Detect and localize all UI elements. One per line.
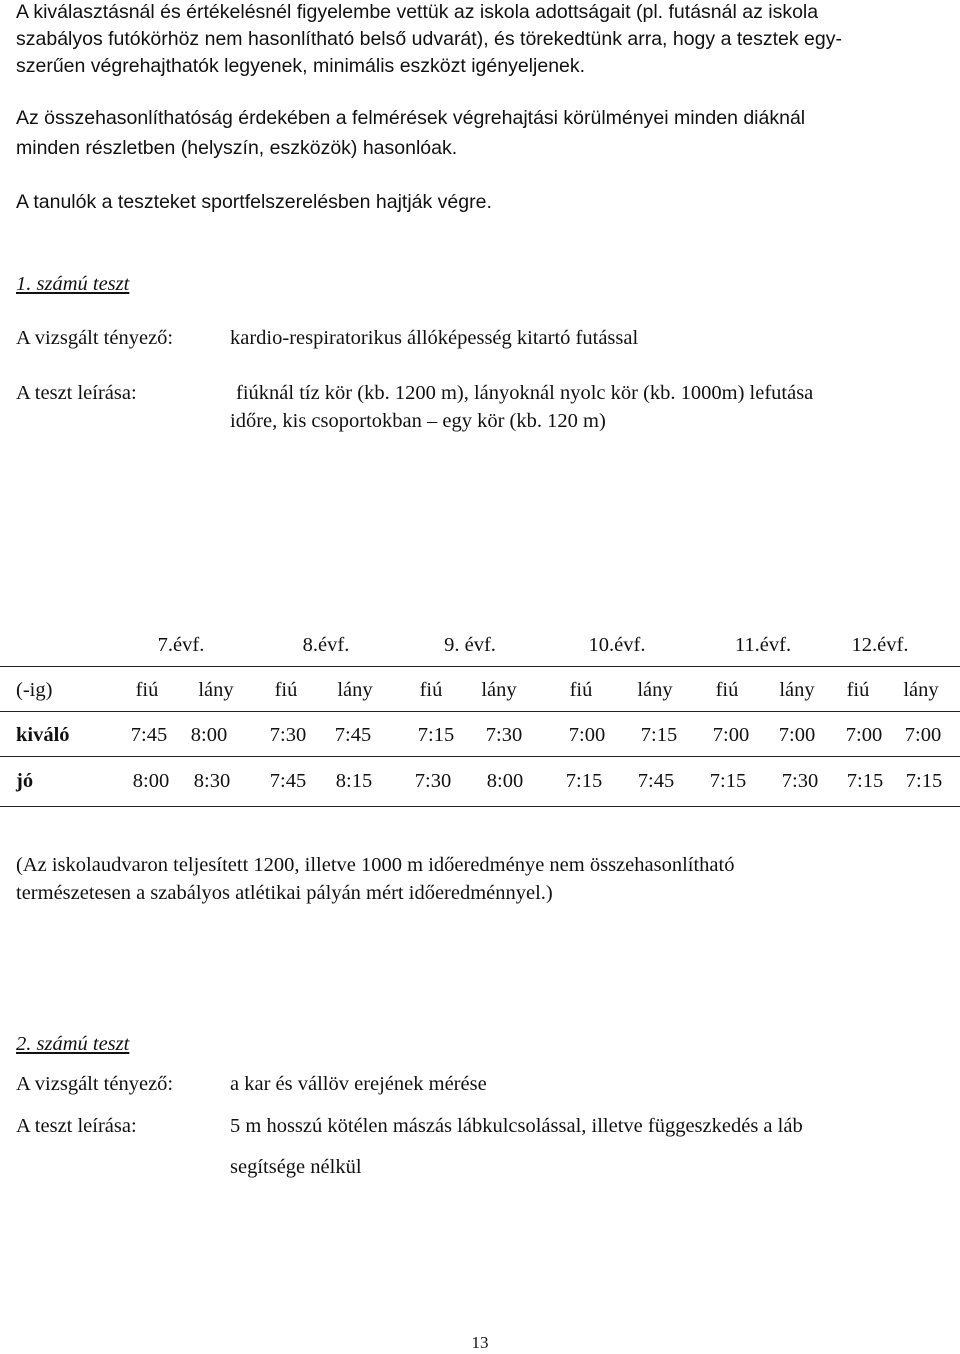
- table-cell: 7:15: [846, 770, 884, 792]
- table-cell: 8:00: [132, 770, 170, 792]
- subheader-cell: fiú: [569, 679, 593, 701]
- subheader-cell: lány: [637, 679, 673, 701]
- table-cell: 7:00: [845, 724, 883, 746]
- subheader-cell: fiú: [419, 679, 443, 701]
- subheader-cell: fiú: [846, 679, 870, 701]
- grade-header: 11.évf.: [734, 634, 792, 656]
- table-cell: 7:30: [781, 770, 819, 792]
- table-cell: 7:15: [417, 724, 455, 746]
- test2-heading: 2. számú teszt: [16, 1033, 130, 1055]
- test1-desc-label: A teszt leírása:: [16, 382, 137, 404]
- table-cell: 7:30: [414, 770, 452, 792]
- test2-factor-value: a kar és vállöv erejének mérése: [230, 1073, 487, 1095]
- note-line-1: (Az iskolaudvaron teljesített 1200, illetve 1000 m időeredménye nem összehasonlítható: [16, 854, 735, 876]
- table-cell: 7:00: [712, 724, 750, 746]
- intro-line-3: szerűen végrehajthatók legyenek, minimális eszközt igényeljenek.: [16, 55, 586, 77]
- intro-line-1: A kiválasztásnál és értékelésnél figyelembe vettük az iskola adottságait (pl. futásnál az iskola: [16, 1, 819, 23]
- table-cell: 7:45: [130, 724, 168, 746]
- table-cell: 8:15: [335, 770, 373, 792]
- table-cell: 8:00: [486, 770, 524, 792]
- table-cell: 7:15: [640, 724, 678, 746]
- test2-factor-label: A vizsgált tényező:: [16, 1073, 174, 1095]
- table-cell: 7:15: [709, 770, 747, 792]
- table-cell: 7:30: [485, 724, 523, 746]
- subheader-cell: lány: [779, 679, 815, 701]
- row-label-good: jó: [16, 770, 34, 792]
- test1-factor-label: A vizsgált tényező:: [16, 327, 174, 349]
- test1-factor-value: kardio-respiratorikus állóképesség kitartó futással: [230, 327, 639, 349]
- grade-header: 12.évf.: [851, 634, 909, 656]
- intro-para2-line-1: Az összehasonlíthatóság érdekében a felmérések végrehajtási körülményei minden diáknál: [16, 107, 806, 129]
- table-cell: 7:00: [904, 724, 942, 746]
- subheader-cell: lány: [481, 679, 517, 701]
- table-cell: 7:45: [269, 770, 307, 792]
- row-label-excellent: kiváló: [16, 724, 70, 746]
- subheader-cell: lány: [198, 679, 234, 701]
- table-rule: [0, 806, 960, 807]
- table-cell: 7:15: [565, 770, 603, 792]
- intro-para3: A tanulók a teszteket sportfelszerelésben hajtják végre.: [16, 191, 492, 213]
- table-cell: 8:30: [193, 770, 231, 792]
- subheader-cell: lány: [903, 679, 939, 701]
- intro-line-2: szabályos futókörhöz nem hasonlítható belső udvarát), és törekedtünk arra, hogy a tesztek egy-: [16, 28, 842, 50]
- table-rule: [0, 756, 960, 757]
- grade-header: 10.évf.: [588, 634, 646, 656]
- test1-desc-line-1: fiúknál tíz kör (kb. 1200 m), lányoknál nyolc kör (kb. 1000m) lefutása: [236, 382, 814, 404]
- test2-desc-line-2: segítsége nélkül: [230, 1156, 362, 1178]
- test2-desc-label: A teszt leírása:: [16, 1115, 137, 1137]
- table-cell: 7:15: [905, 770, 943, 792]
- page-number: 13: [471, 1333, 489, 1352]
- test1-desc-line-2: időre, kis csoportokban – egy kör (kb. 120 m): [230, 410, 606, 432]
- subheader-cell: fiú: [274, 679, 298, 701]
- table-cell: 7:45: [334, 724, 372, 746]
- subheader-cell: fiú: [135, 679, 159, 701]
- grade-header: 9. évf.: [444, 634, 496, 656]
- table-cell: 7:30: [269, 724, 307, 746]
- table-rule: [0, 666, 960, 667]
- table-rule: [0, 711, 960, 712]
- test1-heading: 1. számú teszt: [16, 273, 130, 295]
- note-line-2: természetesen a szabályos atlétikai pályán mért időeredménnyel.): [16, 882, 553, 904]
- grade-header: 8.évf.: [302, 634, 350, 656]
- table-cell: 8:00: [190, 724, 228, 746]
- subheader-label: (-ig): [16, 679, 53, 701]
- table-cell: 7:00: [568, 724, 606, 746]
- test2-desc-line-1: 5 m hosszú kötélen mászás lábkulcsolással, illetve függeszkedés a láb: [230, 1115, 803, 1137]
- intro-para2-line-2: minden részletben (helyszín, eszközök) hasonlóak.: [16, 137, 458, 159]
- grade-header: 7.évf.: [157, 634, 205, 656]
- table-cell: 7:45: [637, 770, 675, 792]
- table-cell: 7:00: [778, 724, 816, 746]
- subheader-cell: fiú: [715, 679, 739, 701]
- subheader-cell: lány: [337, 679, 373, 701]
